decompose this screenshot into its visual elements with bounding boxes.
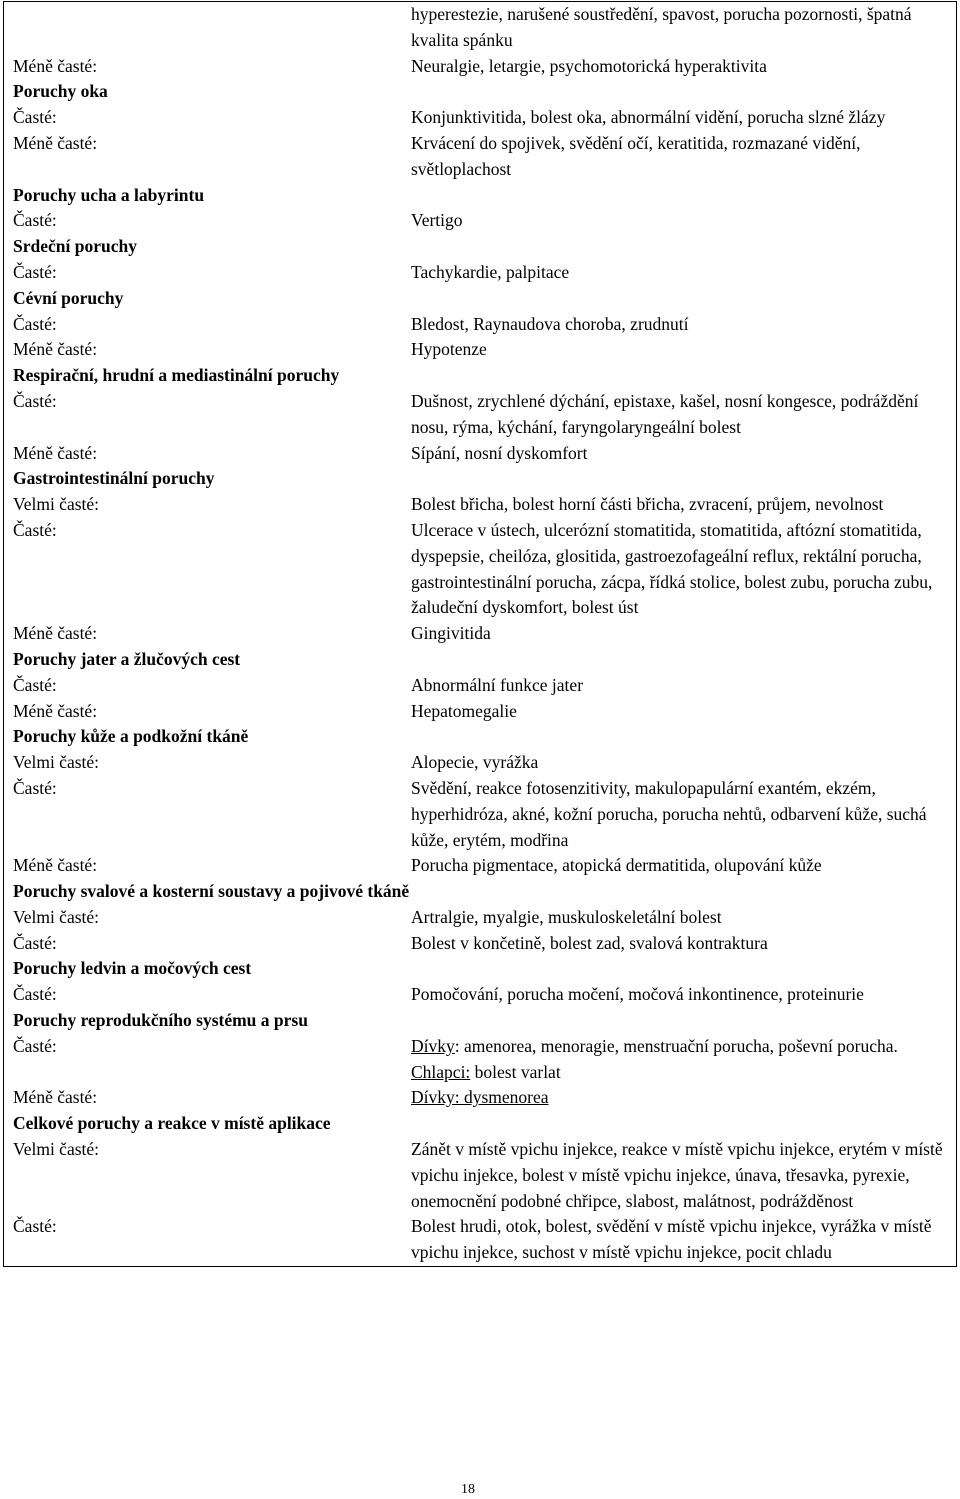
reaction-list: Hypotenze xyxy=(411,339,487,360)
reaction-list: Dušnost, zrychlené dýchání, epistaxe, kašel, nosní kongesce, podráždění nosu, rýma, kýchání, faryngolaryngeální bolest xyxy=(411,390,919,437)
frequency-label: Méně časté: xyxy=(13,1087,98,1108)
reaction-list: Tachykardie, palpitace xyxy=(411,261,570,282)
table-row xyxy=(4,673,956,699)
section-heading: Poruchy oka xyxy=(13,81,108,102)
table-row xyxy=(4,312,956,338)
frequency-label: Velmi časté: xyxy=(13,752,100,773)
reaction-list: Ulcerace v ústech, ulcerózní stomatitida, stomatitida, aftózní stomatitida, dyspepsie, cheilóza, glositida, gastroezofageální reflux, rektální porucha, gastrointestinální porucha, zácpa, řídká stolice, bolest zubu, porucha zubu, žaludeční dyskomfort, bolest úst xyxy=(411,519,933,618)
table-row xyxy=(4,492,956,518)
reaction-list: Porucha pigmentace, atopická dermatitida, olupování kůže xyxy=(411,855,822,876)
table-row xyxy=(4,105,956,131)
section-heading: Gastrointestinální poruchy xyxy=(13,468,215,489)
section-heading: Cévní poruchy xyxy=(13,287,124,308)
table-row xyxy=(4,1137,956,1214)
reaction-list: Sípání, nosní dyskomfort xyxy=(411,442,588,463)
reaction-list: Bolest břicha, bolest horní části břicha, zvracení, průjem, nevolnost xyxy=(411,494,884,515)
frequency-label: Časté: xyxy=(13,313,57,334)
table-row xyxy=(4,982,956,1008)
table-row xyxy=(4,776,956,853)
table-row xyxy=(4,131,956,183)
section-heading: Poruchy ledvin a močových cest xyxy=(13,958,252,979)
table-row xyxy=(4,699,956,725)
frequency-label: Časté: xyxy=(13,1216,57,1237)
table-row xyxy=(4,905,956,931)
table-row xyxy=(4,518,956,621)
reaction-list: Vertigo xyxy=(411,210,463,231)
reaction-list: Abnormální funkce jater xyxy=(411,674,584,695)
reaction-list: Zánět v místě vpichu injekce, reakce v místě vpichu injekce, erytém v místě vpichu injekce, bolest v místě vpichu injekce, únava, třesavka, pyrexie, onemocnění podobné chřipce, slabost, malátnost, podrážděnost xyxy=(411,1139,943,1211)
table-row xyxy=(4,389,956,441)
frequency-label: Méně časté: xyxy=(13,339,98,360)
section-heading: Srdeční poruchy xyxy=(13,236,137,257)
table-row xyxy=(4,1214,956,1266)
frequency-label: Časté: xyxy=(13,107,57,128)
section-heading: Poruchy jater a žlučových cest xyxy=(13,648,241,669)
adverse-effects-table xyxy=(3,1,957,1267)
frequency-label: Velmi časté: xyxy=(13,494,100,515)
reaction-list: Gingivitida xyxy=(411,623,491,644)
section-heading: Poruchy ucha a labyrintu xyxy=(13,184,205,205)
frequency-label: Časté: xyxy=(13,519,57,540)
section-heading: Poruchy svalové a kosterní soustavy a pojivové tkáně xyxy=(13,881,410,902)
table-row xyxy=(4,260,956,286)
page-number: 18 xyxy=(461,1482,475,1497)
section-heading: Celkové poruchy a reakce v místě aplikace xyxy=(13,1113,331,1134)
reaction-list: Svědění, reakce fotosenzitivity, makulopapulární exantém, ekzém, hyperhidróza, akné, kožní porucha, porucha nehtů, odbarvení kůže, suchá kůže, erytém, modřina xyxy=(411,777,927,850)
table-row xyxy=(4,1034,956,1086)
table-row xyxy=(4,750,956,776)
reaction-text-segment: Chlapci: xyxy=(411,1061,471,1082)
table-row xyxy=(4,621,956,647)
reaction-text-segment: Dívky xyxy=(411,1035,455,1056)
frequency-label: Časté: xyxy=(13,932,57,953)
table-row xyxy=(4,853,956,879)
reaction-list: Bolest v končetině, bolest zad, svalová kontraktura xyxy=(411,932,768,953)
frequency-label: Méně časté: xyxy=(13,855,98,876)
table-row xyxy=(4,54,956,80)
frequency-label: Časté: xyxy=(13,210,57,231)
table-row xyxy=(4,2,956,54)
frequency-label: Méně časté: xyxy=(13,623,98,644)
frequency-label: Časté: xyxy=(13,777,57,798)
frequency-label: Časté: xyxy=(13,261,57,282)
reaction-list xyxy=(411,1085,956,1111)
frequency-label: Časté: xyxy=(13,984,57,1005)
reaction-text-segment: Dívky: dysmenorea xyxy=(411,1087,549,1108)
reaction-list: Bledost, Raynaudova choroba, zrudnutí xyxy=(411,313,689,334)
frequency-label: Méně časté: xyxy=(13,55,98,76)
frequency-label: Časté: xyxy=(13,1035,57,1056)
reaction-list: Pomočování, porucha močení, močová inkontinence, proteinurie xyxy=(411,984,864,1005)
section-heading: Poruchy reprodukčního systému a prsu xyxy=(13,1010,308,1031)
reaction-list: Artralgie, myalgie, muskuloskeletální bolest xyxy=(411,906,722,927)
table-row xyxy=(4,931,956,957)
reaction-text-segment: : amenorea, menoragie, menstruační porucha, poševní porucha. xyxy=(454,1035,898,1056)
reaction-list xyxy=(411,1034,956,1086)
frequency-label: Velmi časté: xyxy=(13,906,100,927)
reaction-list: Konjunktivitida, bolest oka, abnormální vidění, porucha slzné žlázy xyxy=(411,107,886,128)
frequency-label: Časté: xyxy=(13,674,57,695)
reaction-list: hyperestezie, narušené soustředění, spavost, porucha pozornosti, špatná kvalita spánku xyxy=(411,4,912,50)
table-row xyxy=(4,208,956,234)
frequency-label: Velmi časté: xyxy=(13,1139,100,1160)
frequency-label: Časté: xyxy=(13,390,57,411)
section-heading: Respirační, hrudní a mediastinální poruchy xyxy=(13,365,340,386)
reaction-list: Bolest hrudi, otok, bolest, svědění v místě vpichu injekce, vyrážka v místě vpichu injekce, suchost v místě vpichu injekce, pocit chladu xyxy=(411,1216,932,1263)
table-row xyxy=(4,441,956,467)
reaction-list: Alopecie, vyrážka xyxy=(411,752,539,773)
reaction-list: Krvácení do spojivek, svědění očí, keratitida, rozmazané vidění, světloplachost xyxy=(411,132,861,179)
reaction-list: Neuralgie, letargie, psychomotorická hyperaktivita xyxy=(411,55,767,76)
frequency-label: Méně časté: xyxy=(13,442,98,463)
frequency-label: Méně časté: xyxy=(13,132,98,153)
table-row xyxy=(4,337,956,363)
table-row xyxy=(4,1085,956,1111)
section-heading: Poruchy kůže a podkožní tkáně xyxy=(13,726,249,747)
reaction-text-segment: bolest varlat xyxy=(470,1061,561,1082)
frequency-label: Méně časté: xyxy=(13,700,98,721)
reaction-list: Hepatomegalie xyxy=(411,700,517,721)
